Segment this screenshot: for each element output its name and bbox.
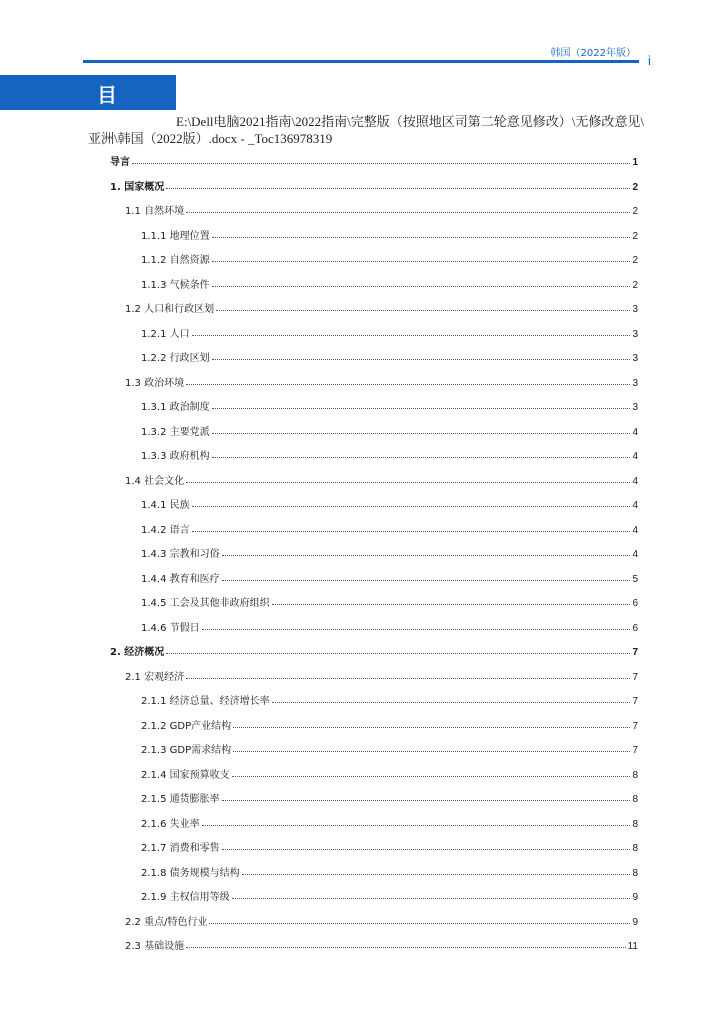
- running-header-title: 韩国（2022年版）: [550, 48, 636, 59]
- toc-dot-leader: [186, 678, 630, 679]
- toc-dot-leader: [192, 335, 631, 336]
- toc-entry-title: 1.1.2 自然资源: [141, 255, 210, 266]
- toc-dot-leader: [212, 261, 631, 262]
- toc-entry-page: 8: [632, 843, 638, 854]
- toc-entry-title: 2.2 重点/特色行业: [125, 916, 208, 928]
- toc-entry[interactable]: [141, 352, 638, 366]
- toc-entry-title: 2.1.1 经济总量、经济增长率: [141, 696, 270, 707]
- toc-dot-leader: [202, 629, 631, 630]
- toc-entry[interactable]: [125, 916, 638, 930]
- toc-entry-title: 1.3.2 主要党派: [141, 426, 210, 438]
- toc-entry-page: 4: [632, 426, 638, 438]
- toc-entry-title: 2.1.4 国家预算收支: [141, 769, 230, 781]
- toc-entry[interactable]: [141, 499, 638, 513]
- toc-entry[interactable]: [141, 573, 638, 587]
- toc-entry-title: 1.4.4 教育和医疗: [141, 573, 220, 585]
- toc-entry[interactable]: [141, 230, 638, 244]
- toc-dot-leader: [272, 702, 631, 703]
- toc-entry[interactable]: [141, 254, 638, 268]
- toc-entry-page: 9: [632, 892, 638, 903]
- toc-heading: 目 录: [97, 83, 129, 136]
- link-path-line-1: E:\Dell电脑2021指南\2022指南\完整版（按照地区司第二轮意见修改）\无修改意见\: [176, 114, 644, 129]
- toc-entry-page: 8: [632, 818, 638, 830]
- toc-entry-title: 导言: [110, 157, 130, 168]
- toc-entry[interactable]: [141, 524, 638, 538]
- toc-entry-page: 1: [632, 157, 638, 168]
- toc-entry-page: 2: [632, 230, 638, 242]
- toc-entry-page: 8: [632, 794, 638, 805]
- toc-entry-title: 1.1.3 气候条件: [141, 279, 210, 291]
- toc-entry[interactable]: [141, 818, 638, 832]
- toc-entry[interactable]: [141, 842, 638, 856]
- toc-dot-leader: [222, 555, 631, 556]
- toc-entry-page: 2: [632, 206, 638, 217]
- toc-entry-title: 1.4.3 宗教和习俗: [141, 549, 220, 560]
- toc-entry-title: 1.2 人口和行政区划: [125, 304, 215, 315]
- toc-dot-leader: [272, 604, 631, 605]
- toc-entry[interactable]: [141, 426, 638, 440]
- toc-entry-page: 4: [632, 524, 638, 536]
- toc-dot-leader: [209, 923, 630, 924]
- toc-dot-leader: [166, 653, 630, 654]
- toc-entry-page: 7: [632, 745, 638, 756]
- toc-entry-title: 1.3.3 政府机构: [141, 451, 210, 462]
- toc-dot-leader: [232, 898, 631, 899]
- toc-entry-page: 3: [632, 402, 638, 413]
- toc-entry[interactable]: [141, 548, 638, 562]
- toc-entry-page: 3: [632, 304, 638, 315]
- toc-dot-leader: [242, 874, 631, 875]
- toc-dot-leader: [232, 776, 631, 777]
- toc-entry-title: 2.1.6 失业率: [141, 818, 200, 830]
- toc-entry[interactable]: [141, 597, 638, 611]
- toc-entry-title: 1.2.2 行政区划: [141, 353, 210, 364]
- toc-dot-leader: [212, 408, 631, 409]
- toc-entry-page: 11: [627, 941, 638, 952]
- toc-entry-title: 2.1 宏观经济: [125, 671, 185, 683]
- toc-entry-page: 3: [632, 328, 638, 340]
- toc-entry-title: 2.1.5 通货膨胀率: [141, 794, 220, 805]
- toc-entry-page: 4: [632, 549, 638, 560]
- toc-entry-page: 7: [632, 671, 638, 683]
- toc-entry[interactable]: [141, 328, 638, 342]
- toc-entry-title: 1.1 自然环境: [125, 206, 185, 217]
- toc-entry-page: 2: [632, 255, 638, 266]
- toc-entry-page: 3: [632, 377, 638, 389]
- page-number: i: [648, 53, 651, 68]
- toc-entry-page: 9: [632, 916, 638, 928]
- toc-entry-title: 1.4.6 节假日: [141, 622, 200, 634]
- toc-dot-leader: [212, 433, 631, 434]
- toc-entry[interactable]: [141, 695, 638, 709]
- toc-entry[interactable]: [141, 720, 638, 734]
- toc-entry-page: 7: [632, 696, 638, 707]
- toc-dot-leader: [222, 849, 631, 850]
- toc-entry-title: 2.1.2 GDP产业结构: [141, 720, 232, 732]
- toc-dot-leader: [186, 384, 630, 385]
- toc-entry-page: 7: [632, 647, 638, 658]
- toc-entry-page: 2: [632, 279, 638, 291]
- toc-entry[interactable]: [141, 793, 638, 807]
- toc-entry[interactable]: [125, 475, 638, 489]
- toc-dot-leader: [222, 800, 631, 801]
- toc-dot-leader: [212, 359, 631, 360]
- toc-entry-page: 4: [632, 451, 638, 462]
- link-path-line-2: 亚洲\韩国（2022版）.docx - _Toc136978319: [88, 131, 333, 146]
- toc-entry[interactable]: [110, 156, 638, 170]
- toc-entry-page: 3: [632, 353, 638, 364]
- toc-entry-title: 2.1.7 消费和零售: [141, 843, 220, 854]
- toc-entry[interactable]: [125, 303, 638, 317]
- toc-entry-page: 7: [632, 720, 638, 732]
- toc-dot-leader: [212, 286, 631, 287]
- toc-dot-leader: [192, 506, 631, 507]
- toc-entry[interactable]: [141, 450, 638, 464]
- toc-entry-title: 1. 国家概况: [110, 181, 165, 193]
- toc-entry-page: 8: [632, 769, 638, 781]
- toc-entry-title: 2.3 基础设施: [125, 941, 185, 952]
- toc-dot-leader: [186, 482, 630, 483]
- toc-entry-page: 2: [632, 181, 638, 193]
- toc-entry-page: 8: [632, 867, 638, 879]
- toc-entry[interactable]: [125, 940, 638, 954]
- toc-entry-page: 4: [632, 475, 638, 487]
- toc-dot-leader: [186, 212, 630, 213]
- toc-dot-leader: [132, 163, 630, 164]
- toc-entry-title: 1.2.1 人口: [141, 328, 190, 340]
- toc-entry-page: 6: [632, 622, 638, 634]
- toc-entry-title: 2.1.8 债务规模与结构: [141, 867, 240, 879]
- toc-entry-title: 1.4.1 民族: [141, 500, 190, 511]
- toc-entry[interactable]: [141, 769, 638, 783]
- toc-entry-page: 6: [632, 598, 638, 609]
- toc-entry-title: 1.3.1 政治制度: [141, 402, 210, 413]
- header-rule: [83, 60, 639, 63]
- toc-entry[interactable]: [110, 646, 638, 660]
- toc-entry-title: 1.4.2 语言: [141, 524, 190, 536]
- toc-dot-leader: [212, 237, 631, 238]
- toc-entry-title: 1.4 社会文化: [125, 475, 185, 487]
- toc-dot-leader: [186, 947, 626, 948]
- toc-dot-leader: [216, 310, 630, 311]
- toc-entry-page: 4: [632, 500, 638, 511]
- toc-entry[interactable]: [125, 205, 638, 219]
- toc-banner: [0, 75, 176, 136]
- toc-dot-leader: [202, 825, 631, 826]
- toc-entry-title: 2.1.9 主权信用等级: [141, 892, 230, 903]
- toc-entry[interactable]: [125, 377, 638, 391]
- toc-entry-page: 5: [632, 573, 638, 585]
- toc-dot-leader: [233, 751, 630, 752]
- toc-dot-leader: [192, 531, 631, 532]
- toc-entry[interactable]: [125, 671, 638, 685]
- toc-entry[interactable]: [141, 401, 638, 415]
- toc-entry[interactable]: [141, 279, 638, 293]
- toc-entry-title: 2. 经济概况: [110, 647, 165, 658]
- toc-entry-title: 1.4.5 工会及其他非政府组织: [141, 598, 270, 609]
- toc-entry-title: 2.1.3 GDP需求结构: [141, 745, 232, 756]
- toc-entry-title: 1.3 政治环境: [125, 377, 185, 389]
- toc-dot-leader: [212, 457, 631, 458]
- toc-entry[interactable]: [110, 181, 638, 195]
- toc-entry[interactable]: [141, 867, 638, 881]
- toc-entry[interactable]: [141, 891, 638, 905]
- toc-dot-leader: [233, 727, 630, 728]
- toc-dot-leader: [166, 188, 630, 189]
- toc-entry-title: 1.1.1 地理位置: [141, 230, 210, 242]
- document-link-path[interactable]: [88, 113, 648, 147]
- toc-entry[interactable]: [141, 744, 638, 758]
- toc-entry[interactable]: [141, 622, 638, 636]
- toc-dot-leader: [222, 580, 631, 581]
